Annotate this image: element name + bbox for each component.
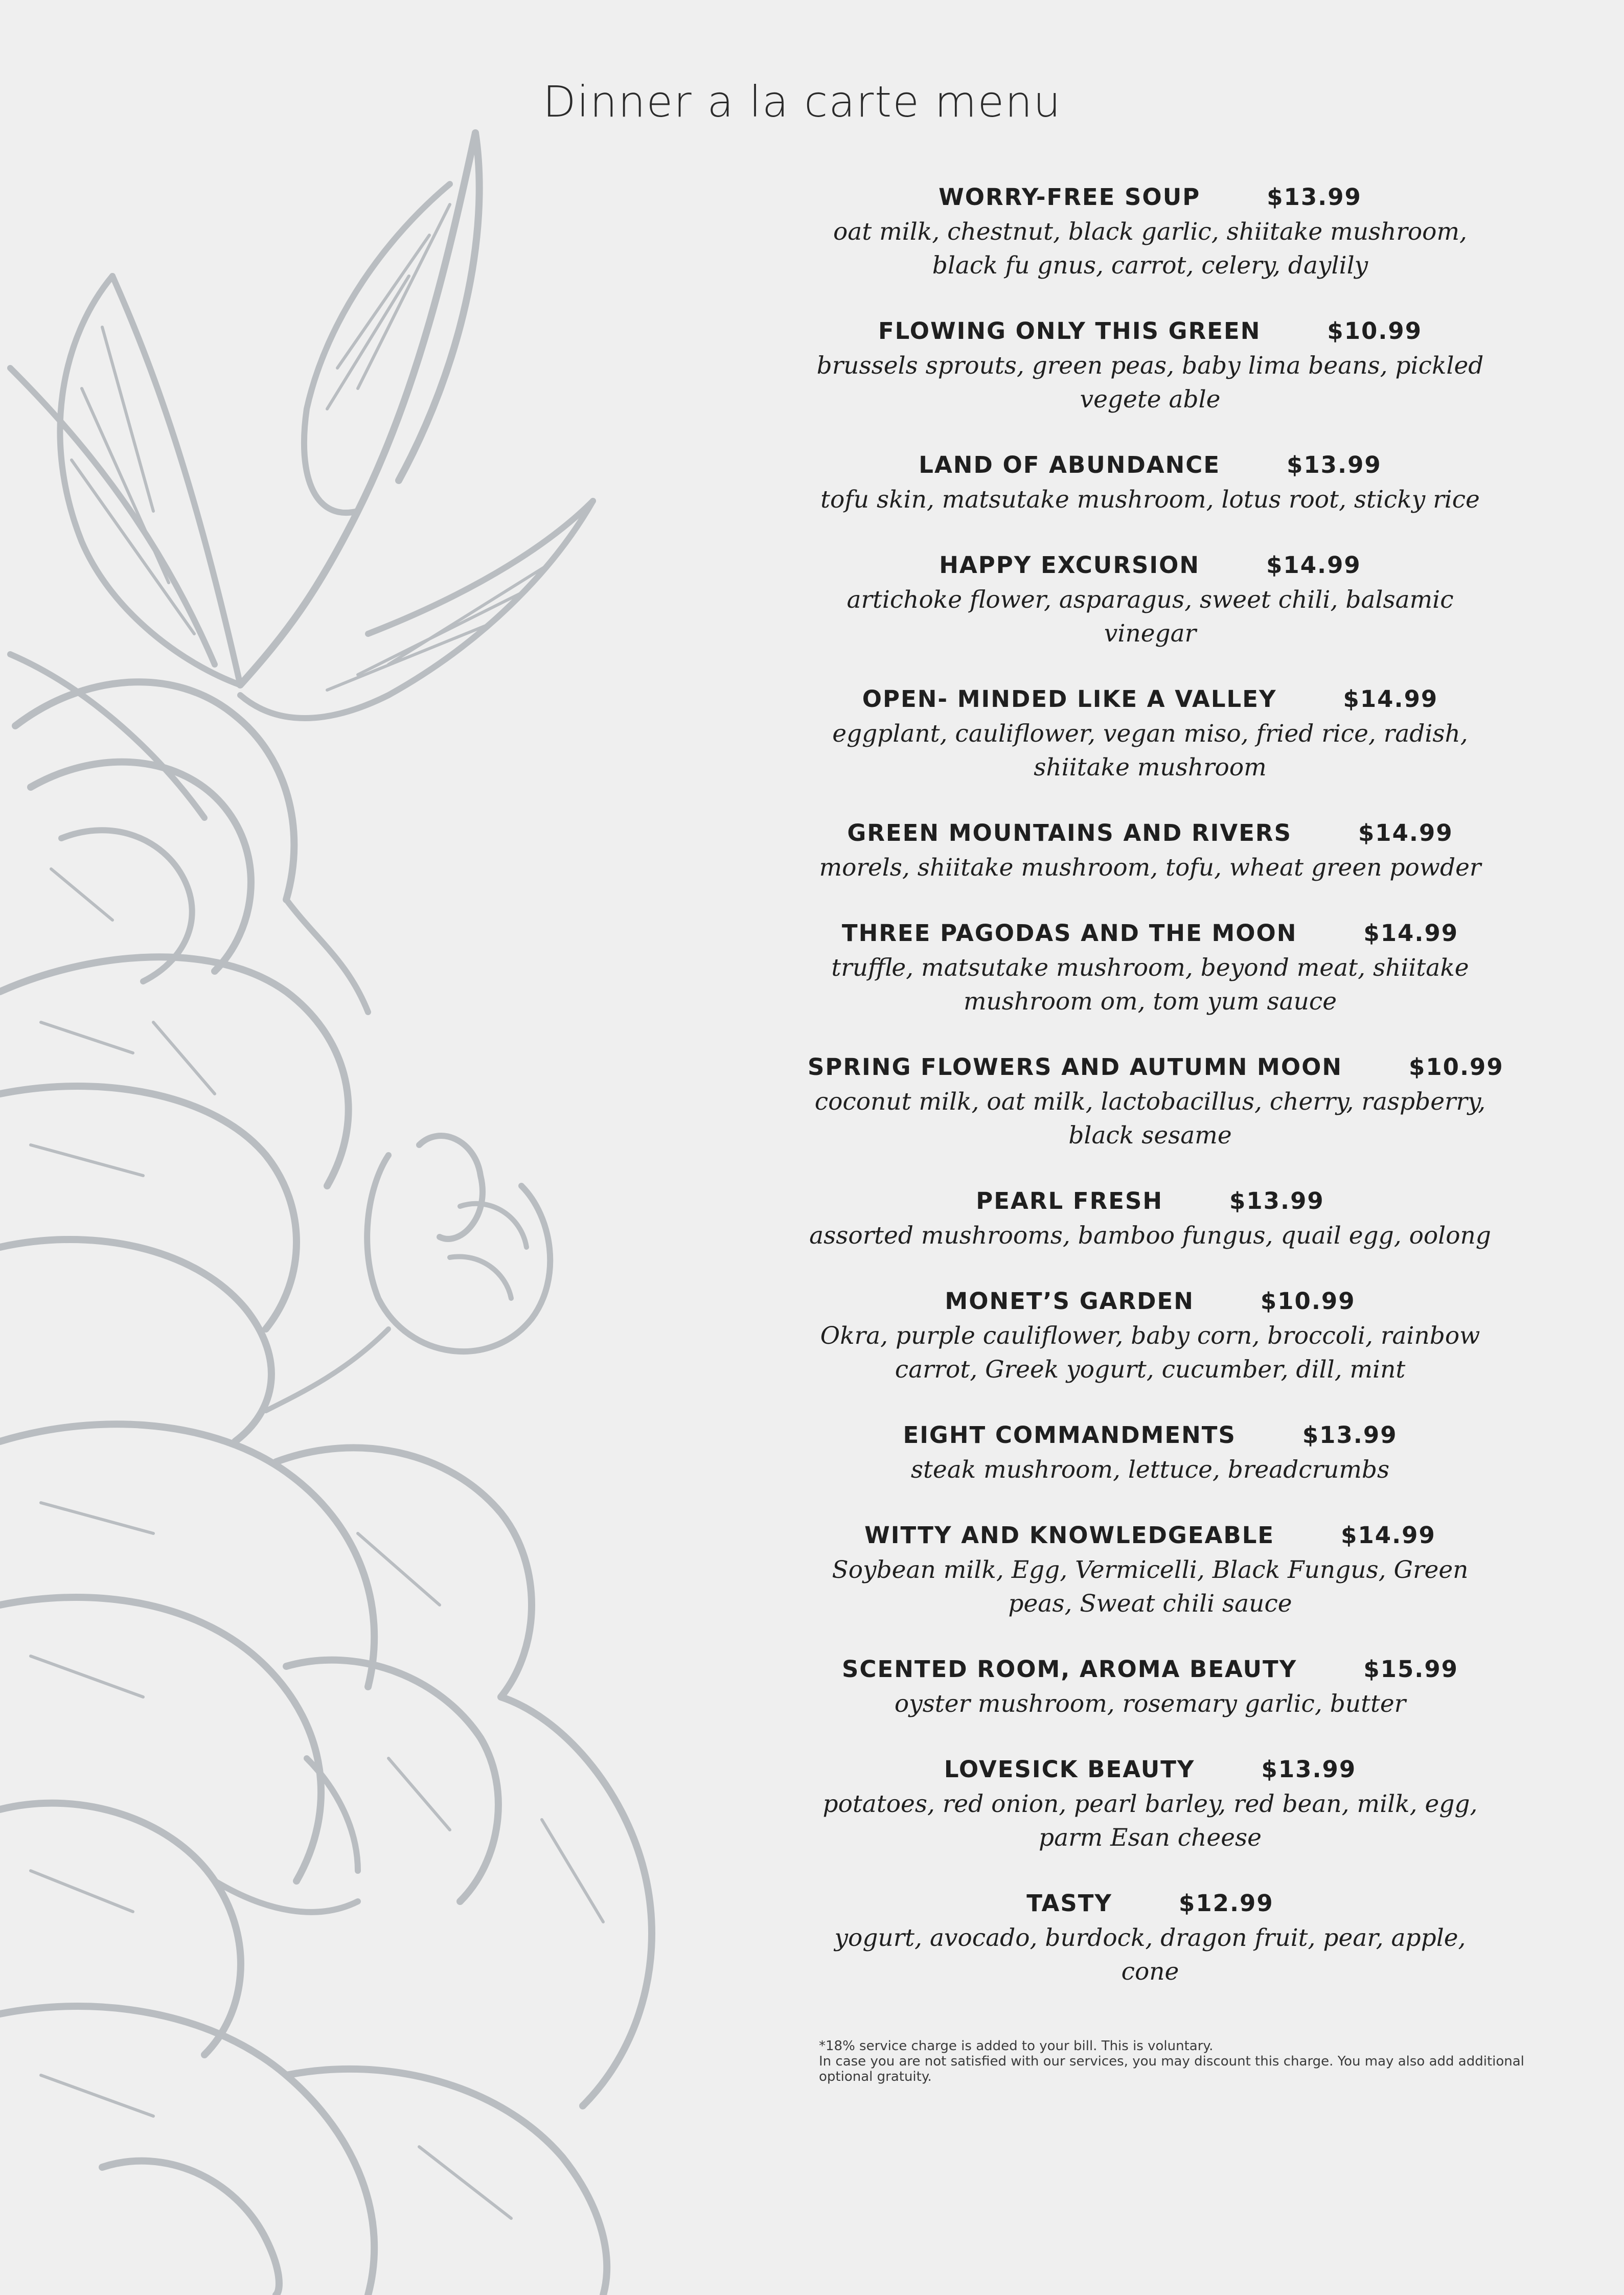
item-description: potatoes, red onion, pearl barley, red bean, milk, egg, parm Esan cheese (822, 1790, 1478, 1852)
item-price: $12.99 (1179, 1890, 1274, 1917)
item-price: $13.99 (1261, 1756, 1357, 1783)
footnote-line: In case you are not satisfied with our services, you may discount this charge. You may also add additional optional gratuity. (819, 2054, 1524, 2084)
item-description: morels, shiitake mushroom, tofu, wheat green powder (819, 854, 1481, 882)
menu-item (808, 1654, 1493, 1721)
menu-item (808, 1754, 1493, 1855)
menu-item (808, 449, 1493, 517)
item-price: $14.99 (1363, 920, 1459, 947)
item-description: yogurt, avocado, burdock, dragon fruit, pear, apple, cone (834, 1924, 1466, 1986)
item-price: $13.99 (1229, 1187, 1324, 1214)
item-description: coconut milk, oat milk, lactobacillus, cherry, raspberry, black sesame (814, 1088, 1486, 1150)
item-name: PEARL FRESH (976, 1187, 1163, 1214)
menu-item (808, 1520, 1493, 1621)
menu-item (808, 549, 1493, 651)
item-price: $13.99 (1267, 183, 1362, 211)
item-description: oat milk, chestnut, black garlic, shiitake mushroom, black fu gnus, carrot, celery, daylily (833, 218, 1467, 280)
item-description: assorted mushrooms, bamboo fungus, quail egg, oolong (809, 1222, 1491, 1250)
item-price: $14.99 (1358, 819, 1453, 846)
item-description: eggplant, cauliflower, vegan miso, fried rice, radish, shiitake mushroom (832, 720, 1468, 782)
menu-title: Dinner a la carte menu (543, 77, 1062, 127)
item-price: $10.99 (1409, 1053, 1504, 1081)
menu-item (808, 917, 1493, 1019)
item-description: Soybean milk, Egg, Vermicelli, Black Fungus, Green peas, Sweat chili sauce (832, 1556, 1469, 1618)
item-description: truffle, matsutake mushroom, beyond meat, shiitake mushroom om, tom yum sauce (831, 954, 1469, 1016)
item-name: FLOWING ONLY THIS GREEN (878, 317, 1261, 345)
item-description: steak mushroom, lettuce, breadcrumbs (910, 1456, 1390, 1484)
menu-item (808, 1286, 1493, 1387)
item-name: SCENTED ROOM, AROMA BEAUTY (842, 1656, 1297, 1683)
item-name: GREEN MOUNTAINS AND RIVERS (847, 819, 1292, 846)
item-price: $10.99 (1260, 1288, 1356, 1315)
footnote-line: *18% service charge is added to your bill. This is voluntary. (819, 2038, 1214, 2054)
menu-item (808, 1185, 1493, 1253)
item-name: EIGHT COMMANDMENTS (903, 1421, 1236, 1449)
floral-illustration (0, 123, 736, 2295)
menu-item (808, 315, 1493, 417)
item-price: $14.99 (1341, 1522, 1436, 1549)
item-name: WITTY AND KNOWLEDGEABLE (864, 1522, 1275, 1549)
menu-item (808, 1419, 1493, 1487)
item-name: MONET’S GARDEN (945, 1288, 1194, 1315)
item-price: $13.99 (1302, 1421, 1398, 1449)
menu-item (808, 817, 1493, 885)
menu-item (808, 1051, 1504, 1153)
menu-item (808, 1888, 1493, 1989)
menu-list (808, 181, 1504, 2022)
item-description: brussels sprouts, green peas, baby lima beans, pickled vegete able (816, 352, 1484, 414)
item-name: THREE PAGODAS AND THE MOON (841, 920, 1297, 947)
item-description: tofu skin, matsutake mushroom, lotus root, sticky rice (820, 486, 1480, 514)
item-price: $10.99 (1327, 317, 1423, 345)
item-price: $13.99 (1287, 451, 1382, 478)
service-charge-note (819, 2038, 1565, 2084)
item-price: $15.99 (1363, 1656, 1458, 1683)
item-price: $14.99 (1266, 552, 1361, 579)
menu-item (808, 683, 1493, 785)
item-name: OPEN- MINDED LIKE A VALLEY (862, 685, 1277, 713)
item-description: Okra, purple cauliflower, baby corn, broccoli, rainbow carrot, Greek yogurt, cucumber, dill, mint (820, 1322, 1480, 1384)
item-name: LAND OF ABUNDANCE (919, 451, 1221, 478)
item-name: LOVESICK BEAUTY (944, 1756, 1195, 1783)
item-description: oyster mushroom, rosemary garlic, butter (894, 1690, 1406, 1718)
item-description: artichoke flower, asparagus, sweet chili, balsamic vinegar (847, 586, 1454, 648)
item-name: TASTY (1026, 1890, 1113, 1917)
item-name: HAPPY EXCURSION (939, 552, 1200, 579)
item-price: $14.99 (1343, 685, 1438, 713)
item-name: SPRING FLOWERS AND AUTUMN MOON (808, 1053, 1343, 1081)
menu-item (808, 181, 1493, 283)
item-name: WORRY-FREE SOUP (939, 183, 1201, 211)
